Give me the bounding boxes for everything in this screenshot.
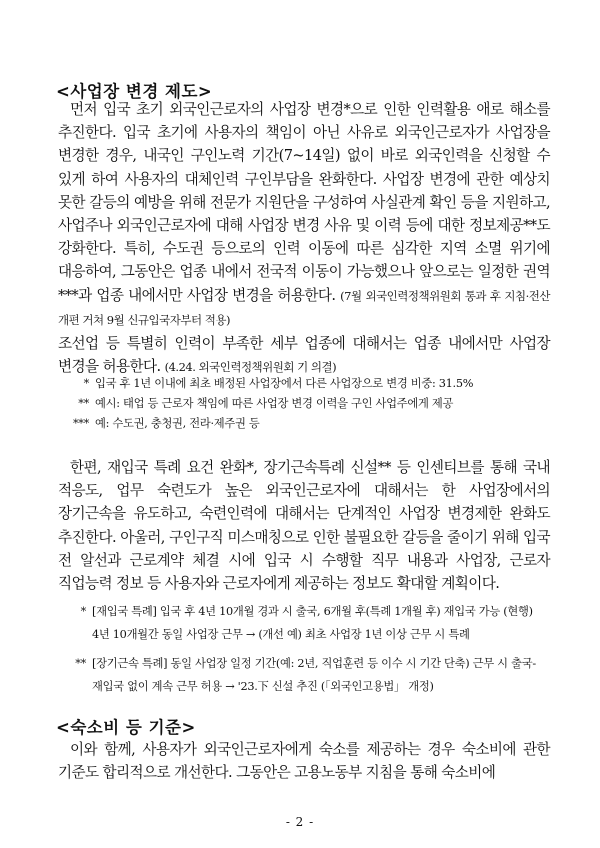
footnote-text: [장기근속 특례] 동일 사업장 일정 기간(예: 2년, 직업훈련 등 이수 시 기간 단축) 근무 시 출국-재입국 없이 계속 근무 허용 → '23.下 신설 추진 (「외국인고용법」 개정) [92,657,536,693]
paragraph-text: 먼저 입국 초기 외국인근로자의 사업장 변경*으로 인한 인력활용 애로 해소를 추진한다. 입국 초기에 사용자의 책임이 아닌 사유로 외국인근로자가 사업장을 변경한 경우, 내국인 구인노력 기간(7~14일) 없이 바로 외국인력을 신청할 수 있게 하여 사용자의 대체인력 구인부담을 완화한다. 사업장 변경에 관한 예상치 못한 갈등의 예방을 위해 전문가 지원단을 구성하여 사실관계 확인 등을 지원하고, 사업주나 외국인근로자에 대해 사업장 변경 사유 및 이력 등에 대한 정보제공**도 강화한다. 특히, 수도권 등으로의 인력 이동에 따른 심각한 지역 소멸 위기에 대응하여, 그동안은 업종 내에서 전국적 이동이 가능했으나 앞으로는 일정한 권역***과 업종 내에서만 사업장 변경을 허용한다. [58,101,550,304]
page-number: - 2 - [285,815,315,829]
paragraph-incentives: 한편, 재입국 특례 요건 완화*, 장기근속특례 신설** 등 인센티브를 통해 국내 적응도, 업무 숙련도가 높은 외국인근로자에 대해서는 한 사업장에서의 장기근속을 유도하고, 숙련인력에 대해서는 단계적인 사업장 변경제한 완화도 추진한다. 아울러, 구인구직 미스매칭으로 인한 불필요한 갈등을 줄이기 위해 입국 전 알선과 근로계약 체결 시에 입국 시 수행할 직무 내용과 사업장, 근로자 직업능력 정보 등 사용자와 근로자에게 제공하는 정보도 확대할 계획이다. [58,459,550,593]
paragraph-inline-note-2: (4.24. 외국인력정책위원회 기 의결) [164,360,337,375]
footnote-text: [재입국 특례] 입국 후 4년 10개월 경과 시 출국, 6개월 후(특례 1개월 후) 재입국 가능 (현행) 4년 10개월간 동일 사업장 근무 → (개선 예) 최초 사업장 1년 이상 근무 시 특례 [92,605,533,641]
footnote-text: 입국 후 1년 이내에 최초 배정된 사업장에서 다른 사업장으로 변경 비중: 31.5% [95,377,474,390]
footnote-item [62,414,552,433]
footnote-mark: * [83,377,89,390]
paragraph-inline-note: (7월 외국인력정책위원회 통과 후 지침·전산 개편 거쳐 9월 신규입국자부터 적용) [58,288,550,327]
footnote-item [62,374,552,393]
paragraph-accommodation: 이와 함께, 사용자가 외국인근로자에게 숙소를 제공하는 경우 숙소비에 관한 기준도 합리적으로 개선한다. 그동안은 고용노동부 지침을 통해 숙소비에 [58,741,550,782]
paragraph-text-2: 조선업 등 특별히 인력이 부족한 세부 업종에 대해서는 업종 내에서만 사업장 변경을 허용한다. [58,335,550,376]
footnote-item [62,600,552,646]
footnotes-workplace-change [62,374,552,434]
footnote-mark: * [80,605,86,618]
footnote-text: 예: 수도권, 충청권, 전라·제주권 등 [95,417,260,430]
section-heading-accommodation: <숙소비 등 기준> [56,718,196,737]
paragraph-workplace-change [58,98,550,379]
footnote-text: 예시: 태업 등 근로자 책임에 따른 사업장 변경 이력을 구인 사업주에게 제공 [95,397,454,410]
footnote-mark: *** [72,417,89,430]
section-heading-workplace-change: <사업장 변경 제도> [56,82,213,101]
footnote-mark: ** [75,657,86,670]
footnote-mark: ** [78,397,89,410]
footnotes-incentives [62,600,552,699]
footnote-item [62,394,552,413]
footnote-item [62,652,552,698]
